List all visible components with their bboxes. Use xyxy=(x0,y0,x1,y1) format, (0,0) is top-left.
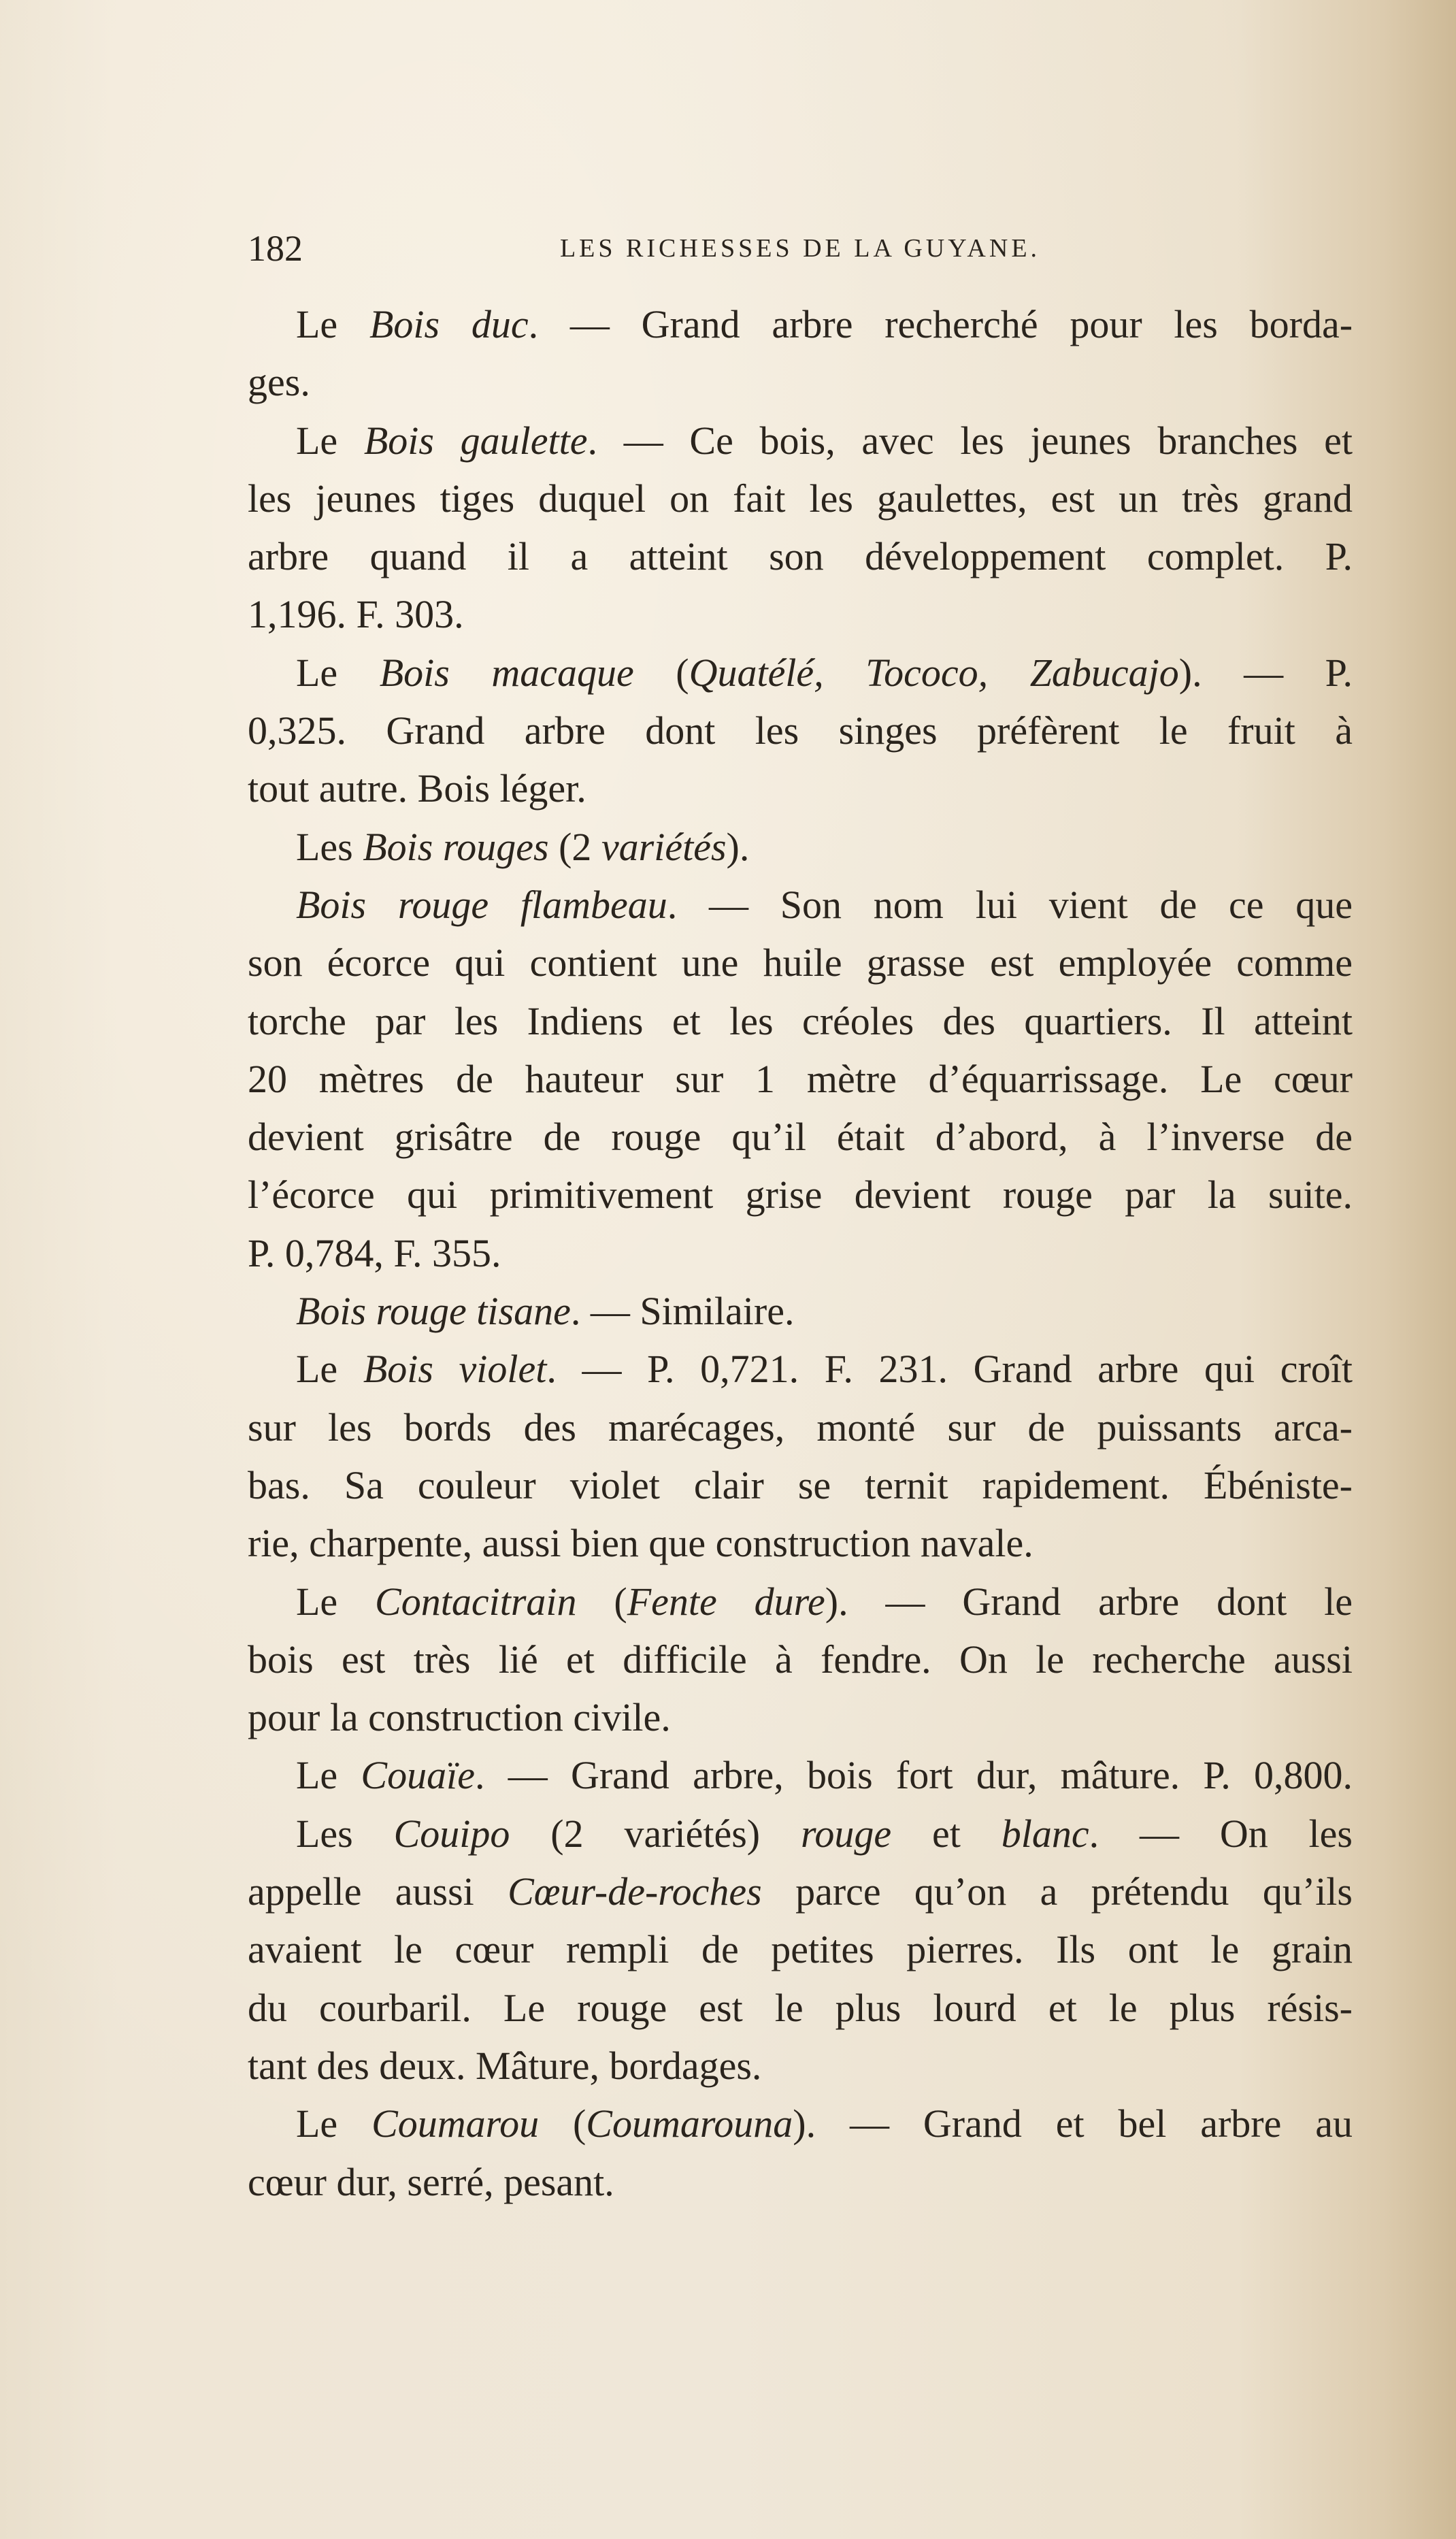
text-run: sur les bords des marécages, monté sur de puissants arca- xyxy=(248,1405,1353,1449)
text-line xyxy=(248,412,1353,470)
text-run: Les xyxy=(296,1811,394,1856)
italic-term: Bois rouge tisane xyxy=(296,1289,571,1334)
text-line xyxy=(248,295,1353,353)
text-run: rie, charpente, aussi bien que construction navale. xyxy=(248,1521,1033,1566)
italic-term: Quatélé, Tococo, Zabucajo xyxy=(689,650,1179,695)
text-run: tant des deux. Mâture, bordages. xyxy=(248,2043,762,2088)
italic-term: rouge xyxy=(800,1811,892,1856)
text-line xyxy=(248,527,1353,585)
text-line xyxy=(248,759,1353,817)
text-run: . — Son nom lui vient de ce que xyxy=(667,882,1353,927)
text-line xyxy=(248,585,1353,643)
text-run: . — Grand arbre, bois fort dur, mâture. P. 0,800. xyxy=(474,1753,1353,1798)
text-run: et xyxy=(891,1811,1002,1856)
text-run: ). — Grand et bel arbre au xyxy=(793,2101,1353,2146)
italic-term: variétés xyxy=(601,824,727,869)
text-line xyxy=(248,702,1353,759)
text-run: ( xyxy=(633,650,689,695)
text-line xyxy=(248,470,1353,527)
italic-term: Bois rouge flambeau xyxy=(296,882,667,927)
text-line xyxy=(248,1688,1353,1746)
text-line xyxy=(248,1282,1353,1340)
text-run: ( xyxy=(576,1579,627,1624)
running-title: LES RICHESSES DE LA GUYANE. xyxy=(559,234,1041,263)
text-line xyxy=(248,1340,1353,1398)
text-run: Les xyxy=(296,824,363,869)
body-text xyxy=(248,295,1353,2211)
text-run: Le xyxy=(296,1347,363,1392)
italic-term: Bois rouges xyxy=(363,824,549,869)
text-run: Le xyxy=(296,418,364,463)
running-header xyxy=(248,225,1353,272)
text-line xyxy=(248,1166,1353,1224)
text-line xyxy=(248,2037,1353,2095)
text-line xyxy=(248,644,1353,702)
text-line xyxy=(248,1805,1353,1863)
text-run: . — On les xyxy=(1089,1811,1353,1856)
text-run: . — Similaire. xyxy=(570,1289,795,1334)
text-run: 1,196. F. 303. xyxy=(248,592,464,637)
italic-term: Couaïe xyxy=(361,1753,475,1798)
text-run: ). xyxy=(726,824,750,869)
text-run: torche par les Indiens et les créoles des quartiers. Il atteint xyxy=(248,998,1353,1043)
text-run: . — Ce bois, avec les jeunes branches et xyxy=(587,418,1353,463)
text-run: Le xyxy=(296,302,369,346)
text-line xyxy=(248,992,1353,1050)
text-run: les jeunes tiges duquel on fait les gaulettes, est un très grand xyxy=(248,476,1353,521)
text-run: P. 0,784, F. 355. xyxy=(248,1230,501,1275)
text-run: (2 variétés) xyxy=(510,1811,801,1856)
text-run: ges. xyxy=(248,360,310,405)
page-number: 182 xyxy=(248,228,303,269)
text-run: ). — Grand arbre dont le xyxy=(825,1579,1353,1624)
text-run: pour la construction civile. xyxy=(248,1695,671,1740)
text-run: Le xyxy=(296,1579,376,1624)
text-run: Le xyxy=(296,650,380,695)
text-run: . — Grand arbre recherché pour les borda- xyxy=(528,302,1353,346)
text-run: bois est très lié et difficile à fendre. On le recherche aussi xyxy=(248,1637,1353,1682)
italic-term: Fente dure xyxy=(627,1579,825,1624)
text-run: bas. Sa couleur violet clair se ternit rapidement. Ébéniste- xyxy=(248,1462,1353,1507)
text-run: Le xyxy=(296,1753,361,1798)
italic-term: blanc xyxy=(1001,1811,1089,1856)
text-line xyxy=(248,1746,1353,1804)
text-run: avaient le cœur rempli de petites pierres. Ils ont le grain xyxy=(248,1927,1353,1972)
text-run: 0,325. Grand arbre dont les singes préfèrent le fruit à xyxy=(248,708,1353,753)
text-line xyxy=(248,1224,1353,1282)
text-line xyxy=(248,1979,1353,2037)
italic-term: Couipo xyxy=(393,1811,510,1856)
italic-term: Bois macaque xyxy=(379,650,634,695)
text-line xyxy=(248,2153,1353,2211)
italic-term: Cœur-de-roches xyxy=(508,1869,762,1914)
text-run: Le xyxy=(296,2101,372,2146)
text-run: devient grisâtre de rouge qu’il était d’abord, à l’inverse de xyxy=(248,1115,1353,1160)
text-line xyxy=(248,934,1353,992)
text-run: ). — P. xyxy=(1178,650,1353,695)
text-run: parce qu’on a prétendu qu’ils xyxy=(761,1869,1353,1914)
text-line xyxy=(248,876,1353,934)
text-line xyxy=(248,1920,1353,1978)
italic-term: Bois duc xyxy=(369,302,529,346)
text-line xyxy=(248,353,1353,411)
text-line xyxy=(248,1514,1353,1572)
text-line xyxy=(248,1573,1353,1631)
text-run: arbre quand il a atteint son développement complet. P. xyxy=(248,534,1353,579)
text-line xyxy=(248,1631,1353,1688)
italic-term: Coumarou xyxy=(371,2101,540,2146)
italic-term: Contacitrain xyxy=(375,1579,577,1624)
italic-term: Bois violet xyxy=(363,1347,547,1392)
text-run: (2 xyxy=(548,824,601,869)
text-run: cœur dur, serré, pesant. xyxy=(248,2159,614,2204)
text-run: . — P. 0,721. F. 231. Grand arbre qui croît xyxy=(546,1347,1353,1392)
italic-term: Bois gaulette xyxy=(363,418,588,463)
text-run: 20 mètres de hauteur sur 1 mètre d’équarrissage. Le cœur xyxy=(248,1056,1353,1101)
text-line xyxy=(248,1398,1353,1456)
text-line xyxy=(248,1050,1353,1108)
text-line xyxy=(248,1863,1353,1920)
text-line xyxy=(248,2095,1353,2152)
italic-term: Coumarouna xyxy=(586,2101,793,2146)
text-line xyxy=(248,818,1353,876)
text-run: tout autre. Bois léger. xyxy=(248,766,586,811)
text-line xyxy=(248,1108,1353,1166)
text-run: appelle aussi xyxy=(248,1869,508,1914)
text-line xyxy=(248,1456,1353,1514)
text-run: du courbaril. Le rouge est le plus lourd et le plus résis- xyxy=(248,1985,1353,2030)
text-run: ( xyxy=(539,2101,586,2146)
text-run: l’écorce qui primitivement grise devient rouge par la suite. xyxy=(248,1173,1353,1217)
text-run: son écorce qui contient une huile grasse est employée comme xyxy=(248,940,1353,985)
